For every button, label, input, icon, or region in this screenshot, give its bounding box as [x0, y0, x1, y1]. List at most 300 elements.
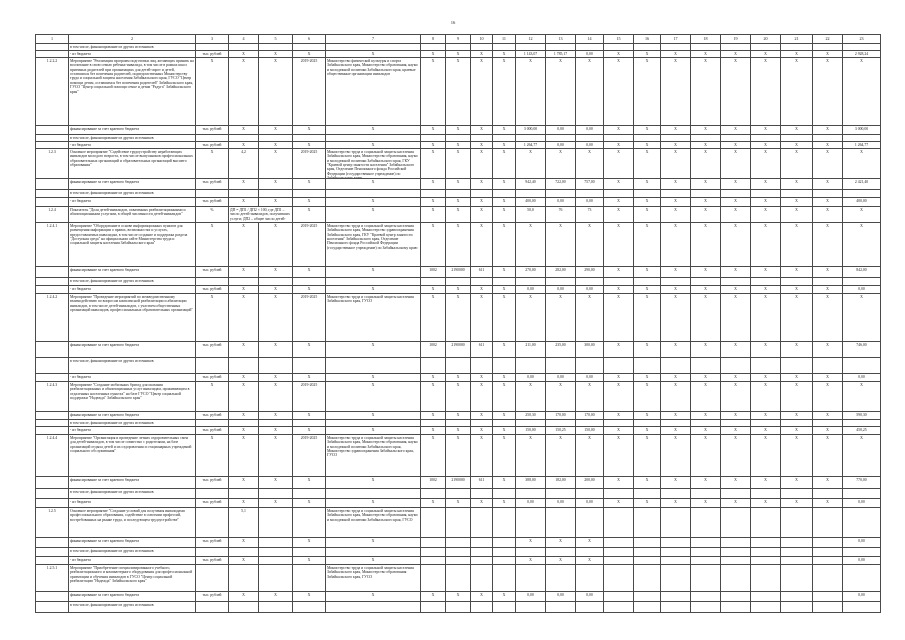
year-value-cell: X — [661, 58, 691, 126]
expense-type-cell — [493, 44, 516, 51]
year-value-cell — [691, 135, 721, 142]
unit-cell: X — [196, 223, 229, 267]
unit-cell: тыс. рублей — [196, 538, 229, 548]
year-value-cell: X — [661, 374, 691, 382]
year-value-cell — [634, 548, 661, 557]
year-value-cell: X — [781, 58, 813, 126]
year-value-cell: X — [813, 267, 843, 278]
grbs-code-cell: X — [421, 126, 446, 135]
year-value-cell — [576, 135, 604, 142]
year-value-cell — [634, 557, 661, 565]
year-value-cell: 0,00 — [576, 198, 604, 207]
target-article-cell — [471, 489, 493, 499]
year-value-cell — [691, 557, 721, 565]
name-cell: в том числе, финансирование из других источников — [69, 44, 196, 51]
page-number: 16 — [450, 20, 456, 25]
expense-type-cell — [493, 557, 516, 565]
name-cell: финансирование за счет краевого бюджета — [69, 267, 196, 278]
method-cell: X — [259, 427, 293, 435]
year-value-cell: X — [691, 342, 721, 358]
year-value-cell: 150,00 — [516, 427, 546, 435]
year-value-cell — [546, 358, 576, 374]
year-value-cell — [691, 190, 721, 198]
year-value-cell: X — [634, 149, 661, 179]
period-cell — [293, 489, 326, 499]
year-value-cell — [661, 358, 691, 374]
grbs-code-cell: X — [421, 207, 446, 223]
year-value-cell: X — [813, 427, 843, 435]
year-value-cell: X — [781, 198, 813, 207]
method-cell: X — [259, 499, 293, 508]
year-value-cell — [516, 135, 546, 142]
year-value-cell — [781, 548, 813, 557]
year-value-cell — [691, 358, 721, 374]
method-cell: X — [259, 223, 293, 267]
row-number-cell — [36, 179, 69, 190]
year-value-cell — [661, 489, 691, 499]
year-value-cell — [721, 565, 751, 592]
year-value-cell — [661, 565, 691, 592]
column-number-cell: 2 — [69, 35, 196, 44]
weight-cell — [229, 489, 259, 499]
year-value-cell: 182,00 — [546, 477, 576, 489]
grbs-code-cell: X — [421, 499, 446, 508]
table-row — [36, 294, 881, 342]
name-cell: финансирование за счет краевого бюджета — [69, 179, 196, 190]
expense-type-cell: X — [493, 294, 516, 342]
year-value-cell: X — [546, 435, 576, 477]
executor-cell: X — [326, 592, 421, 602]
year-value-cell: 200,00 — [576, 477, 604, 489]
section-code-cell — [446, 135, 471, 142]
year-value-cell — [604, 602, 634, 613]
expense-type-cell: X — [493, 179, 516, 190]
year-value-cell: X — [576, 435, 604, 477]
column-number-cell: 3 — [196, 35, 229, 44]
period-cell: 2019-2025 — [293, 149, 326, 179]
year-value-cell: X — [546, 58, 576, 126]
weight-cell: X — [229, 374, 259, 382]
year-value-cell: X — [813, 477, 843, 489]
year-value-cell: X — [721, 374, 751, 382]
unit-cell: тыс. рублей — [196, 342, 229, 358]
unit-cell — [196, 278, 229, 286]
year-value-cell: X — [604, 342, 634, 358]
table-row — [36, 538, 881, 548]
expense-type-cell — [493, 489, 516, 499]
year-value-cell: X — [751, 58, 781, 126]
period-cell: X — [293, 412, 326, 420]
year-value-cell — [576, 278, 604, 286]
section-code-cell: X — [446, 499, 471, 508]
year-value-cell — [751, 508, 781, 538]
year-value-cell — [813, 278, 843, 286]
column-number-cell: 9 — [446, 35, 471, 44]
year-value-cell — [691, 44, 721, 51]
name-cell: Мероприятие "Приобретение специализированного учебного, реабилитационного и компьютерного оборудования для профессиональной ориентации и обучения инвалидов в ГУСО "Центр социальной реабилитации "Надежда" Забайкальского края" — [69, 565, 196, 592]
target-article-cell: 611 — [471, 342, 493, 358]
year-value-cell: X — [634, 223, 661, 267]
year-value-cell — [751, 135, 781, 142]
year-value-cell — [576, 190, 604, 198]
year-value-cell — [781, 278, 813, 286]
table-row — [36, 126, 881, 135]
total-cell: X — [843, 223, 881, 267]
year-value-cell — [546, 602, 576, 613]
section-code-cell: 2190000 — [446, 267, 471, 278]
total-cell: 0,00 — [843, 557, 881, 565]
year-value-cell: X — [634, 477, 661, 489]
method-cell — [259, 358, 293, 374]
row-number-cell — [36, 278, 69, 286]
grbs-code-cell: X — [421, 286, 446, 294]
year-value-cell: X — [691, 294, 721, 342]
total-cell: 770,00 — [843, 477, 881, 489]
expense-type-cell: X — [493, 477, 516, 489]
year-value-cell: 942,40 — [516, 179, 546, 190]
year-value-cell: X — [691, 382, 721, 412]
year-value-cell: X — [781, 179, 813, 190]
year-value-cell: X — [576, 223, 604, 267]
year-value-cell: X — [604, 149, 634, 179]
weight-cell — [229, 135, 259, 142]
year-value-cell: 211,00 — [516, 342, 546, 358]
grbs-code-cell: 1002 — [421, 267, 446, 278]
year-value-cell: X — [691, 58, 721, 126]
year-value-cell: X — [661, 427, 691, 435]
year-value-cell: X — [516, 149, 546, 179]
executor-cell — [326, 489, 421, 499]
year-value-cell — [813, 548, 843, 557]
unit-cell — [196, 548, 229, 557]
table-row — [36, 592, 881, 602]
year-value-cell — [604, 538, 634, 548]
year-value-cell — [751, 190, 781, 198]
row-number-cell: 1.2.4 — [36, 207, 69, 223]
method-cell — [259, 557, 293, 565]
table-row — [36, 382, 881, 412]
table-row — [36, 412, 881, 420]
table-row — [36, 477, 881, 489]
grbs-code-cell: X — [421, 58, 446, 126]
method-cell: X — [259, 149, 293, 179]
table-row — [36, 358, 881, 374]
total-cell — [843, 278, 881, 286]
year-value-cell: X — [721, 207, 751, 223]
year-value-cell: X — [813, 207, 843, 223]
unit-cell: тыс. рублей — [196, 592, 229, 602]
total-cell: X — [843, 149, 881, 179]
method-cell — [259, 548, 293, 557]
column-number-cell: 15 — [604, 35, 634, 44]
section-code-cell — [446, 420, 471, 427]
name-cell: в том числе, финансирование из других источников — [69, 602, 196, 613]
year-value-cell — [751, 602, 781, 613]
year-value-cell — [576, 44, 604, 51]
grbs-code-cell: 1002 — [421, 477, 446, 489]
method-cell: X — [259, 374, 293, 382]
year-value-cell: X — [604, 51, 634, 58]
year-value-cell: X — [751, 207, 781, 223]
section-code-cell: X — [446, 382, 471, 412]
year-value-cell: 282,00 — [546, 267, 576, 278]
expense-type-cell: X — [493, 51, 516, 58]
year-value-cell: 0,00 — [546, 126, 576, 135]
row-number-cell — [36, 190, 69, 198]
period-cell: X — [293, 51, 326, 58]
year-value-cell: X — [751, 342, 781, 358]
year-value-cell — [721, 489, 751, 499]
column-number-cell: 19 — [721, 35, 751, 44]
year-value-cell: X — [661, 207, 691, 223]
year-value-cell: X — [781, 223, 813, 267]
target-article-cell: X — [471, 126, 493, 135]
expense-type-cell — [493, 358, 516, 374]
total-cell: 590,30 — [843, 412, 881, 420]
year-value-cell — [516, 489, 546, 499]
period-cell — [293, 602, 326, 613]
target-article-cell: X — [471, 592, 493, 602]
name-cell: в том числе, финансирование из других источников — [69, 420, 196, 427]
year-value-cell: X — [781, 382, 813, 412]
year-value-cell: X — [721, 267, 751, 278]
year-value-cell — [813, 538, 843, 548]
unit-cell: тыс. рублей — [196, 557, 229, 565]
year-value-cell: X — [604, 142, 634, 149]
year-value-cell: X — [516, 223, 546, 267]
year-value-cell: X — [751, 126, 781, 135]
weight-cell: X — [229, 126, 259, 135]
name-cell: финансирование за счет краевого бюджета — [69, 342, 196, 358]
year-value-cell: X — [751, 499, 781, 508]
row-number-cell — [36, 126, 69, 135]
total-cell: X — [843, 58, 881, 126]
name-cell: - из бюджета — [69, 51, 196, 58]
grbs-code-cell: X — [421, 51, 446, 58]
table-row — [36, 508, 881, 538]
year-value-cell — [721, 557, 751, 565]
year-value-cell: X — [721, 58, 751, 126]
expense-type-cell — [493, 538, 516, 548]
row-number-cell: 1.2.5 — [36, 508, 69, 538]
year-value-cell — [516, 565, 546, 592]
year-value-cell: X — [546, 223, 576, 267]
table-row — [36, 374, 881, 382]
target-article-cell: X — [471, 382, 493, 412]
year-value-cell: X — [661, 126, 691, 135]
expense-type-cell — [493, 565, 516, 592]
executor-cell — [326, 602, 421, 613]
weight-cell: X — [229, 557, 259, 565]
year-value-cell — [516, 508, 546, 538]
year-value-cell: X — [661, 223, 691, 267]
year-value-cell — [813, 190, 843, 198]
year-value-cell — [604, 557, 634, 565]
year-value-cell: 170,00 — [576, 412, 604, 420]
target-article-cell — [471, 548, 493, 557]
executor-cell: X — [326, 538, 421, 548]
period-cell: X — [293, 286, 326, 294]
year-value-cell — [721, 508, 751, 538]
year-value-cell: X — [634, 198, 661, 207]
year-value-cell: X — [661, 142, 691, 149]
year-value-cell: X — [691, 477, 721, 489]
year-value-cell: 0,00 — [576, 374, 604, 382]
year-value-cell — [604, 420, 634, 427]
period-cell: X — [293, 592, 326, 602]
section-code-cell: X — [446, 126, 471, 135]
year-value-cell: X — [751, 382, 781, 412]
year-value-cell — [781, 508, 813, 538]
year-value-cell: 1 264,77 — [516, 142, 546, 149]
year-value-cell — [781, 489, 813, 499]
year-value-cell — [634, 190, 661, 198]
year-value-cell: 76 — [546, 207, 576, 223]
section-code-cell — [446, 190, 471, 198]
year-value-cell: X — [516, 58, 546, 126]
year-value-cell — [691, 548, 721, 557]
period-cell — [293, 135, 326, 142]
expense-type-cell: X — [493, 149, 516, 179]
year-value-cell: X — [691, 51, 721, 58]
year-value-cell: 0,00 — [546, 374, 576, 382]
executor-cell: X — [326, 427, 421, 435]
expense-type-cell: X — [493, 142, 516, 149]
grbs-code-cell: X — [421, 412, 446, 420]
target-article-cell: X — [471, 149, 493, 179]
executor-cell: X — [326, 382, 421, 412]
expense-type-cell — [493, 508, 516, 538]
year-value-cell: X — [751, 412, 781, 420]
unit-cell — [196, 420, 229, 427]
year-value-cell: X — [691, 207, 721, 223]
weight-cell: X — [229, 223, 259, 267]
row-number-cell — [36, 142, 69, 149]
weight-cell — [229, 190, 259, 198]
year-value-cell — [751, 278, 781, 286]
unit-cell: X — [196, 435, 229, 477]
unit-cell: X — [196, 149, 229, 179]
budget-table — [35, 34, 881, 613]
target-article-cell: X — [471, 207, 493, 223]
year-value-cell — [721, 44, 751, 51]
year-value-cell: X — [781, 374, 813, 382]
year-value-cell: X — [691, 198, 721, 207]
year-value-cell: X — [576, 58, 604, 126]
unit-cell: X — [196, 382, 229, 412]
year-value-cell — [546, 565, 576, 592]
year-value-cell — [576, 358, 604, 374]
year-value-cell: 0,00 — [546, 592, 576, 602]
year-value-cell: X — [576, 557, 604, 565]
method-cell — [259, 538, 293, 548]
year-value-cell: X — [604, 427, 634, 435]
table-row — [36, 435, 881, 477]
executor-cell: X — [326, 499, 421, 508]
unit-cell: тыс. рублей — [196, 126, 229, 135]
row-number-cell — [36, 499, 69, 508]
year-value-cell — [546, 508, 576, 538]
name-cell: Основное мероприятие "Создание условий для получения инвалидами профессионального образования, содействие в освоении профессий, востребованных на рынке труда, и последующем трудоустройстве" — [69, 508, 196, 538]
expense-type-cell: X — [493, 58, 516, 126]
year-value-cell: X — [813, 51, 843, 58]
name-cell: финансирование за счет краевого бюджета — [69, 412, 196, 420]
expense-type-cell: X — [493, 412, 516, 420]
period-cell: 2019-2025 — [293, 435, 326, 477]
year-value-cell — [751, 538, 781, 548]
section-code-cell: X — [446, 149, 471, 179]
unit-cell — [196, 602, 229, 613]
section-code-cell: X — [446, 58, 471, 126]
executor-cell — [326, 548, 421, 557]
year-value-cell — [781, 190, 813, 198]
year-value-cell — [634, 565, 661, 592]
method-cell — [259, 190, 293, 198]
year-value-cell: X — [634, 294, 661, 342]
name-cell: в том числе, финансирование из других источников — [69, 278, 196, 286]
year-value-cell — [604, 548, 634, 557]
year-value-cell: X — [721, 142, 751, 149]
target-article-cell: X — [471, 58, 493, 126]
name-cell: финансирование за счет краевого бюджета — [69, 477, 196, 489]
year-value-cell — [661, 420, 691, 427]
method-cell: X — [259, 382, 293, 412]
year-value-cell — [576, 489, 604, 499]
method-cell: X — [259, 592, 293, 602]
weight-cell: X — [229, 427, 259, 435]
year-value-cell — [813, 358, 843, 374]
target-article-cell: 611 — [471, 267, 493, 278]
year-value-cell: X — [661, 294, 691, 342]
section-code-cell — [446, 557, 471, 565]
year-value-cell — [751, 420, 781, 427]
year-value-cell: 270,00 — [516, 267, 546, 278]
unit-cell: X — [196, 294, 229, 342]
period-cell: X — [293, 374, 326, 382]
weight-cell — [229, 278, 259, 286]
target-article-cell — [471, 44, 493, 51]
year-value-cell: X — [634, 179, 661, 190]
total-cell: 0,00 — [843, 286, 881, 294]
section-code-cell — [446, 602, 471, 613]
weight-cell — [229, 565, 259, 592]
year-value-cell: 0,00 — [516, 499, 546, 508]
year-value-cell — [516, 190, 546, 198]
year-value-cell: X — [813, 286, 843, 294]
column-number-cell: 22 — [813, 35, 843, 44]
year-value-cell — [516, 548, 546, 557]
year-value-cell — [813, 592, 843, 602]
executor-cell — [326, 44, 421, 51]
table-row — [36, 135, 881, 142]
weight-cell — [229, 420, 259, 427]
year-value-cell — [604, 44, 634, 51]
year-value-cell: X — [721, 499, 751, 508]
year-value-cell: X — [781, 126, 813, 135]
method-cell: X — [259, 51, 293, 58]
year-value-cell: X — [634, 435, 661, 477]
column-number-cell: 4 — [229, 35, 259, 44]
period-cell — [293, 358, 326, 374]
row-number-cell — [36, 374, 69, 382]
year-value-cell — [721, 602, 751, 613]
year-value-cell — [781, 538, 813, 548]
year-value-cell — [576, 508, 604, 538]
year-value-cell — [691, 489, 721, 499]
year-value-cell: X — [781, 477, 813, 489]
section-code-cell: X — [446, 592, 471, 602]
executor-cell: X — [326, 198, 421, 207]
